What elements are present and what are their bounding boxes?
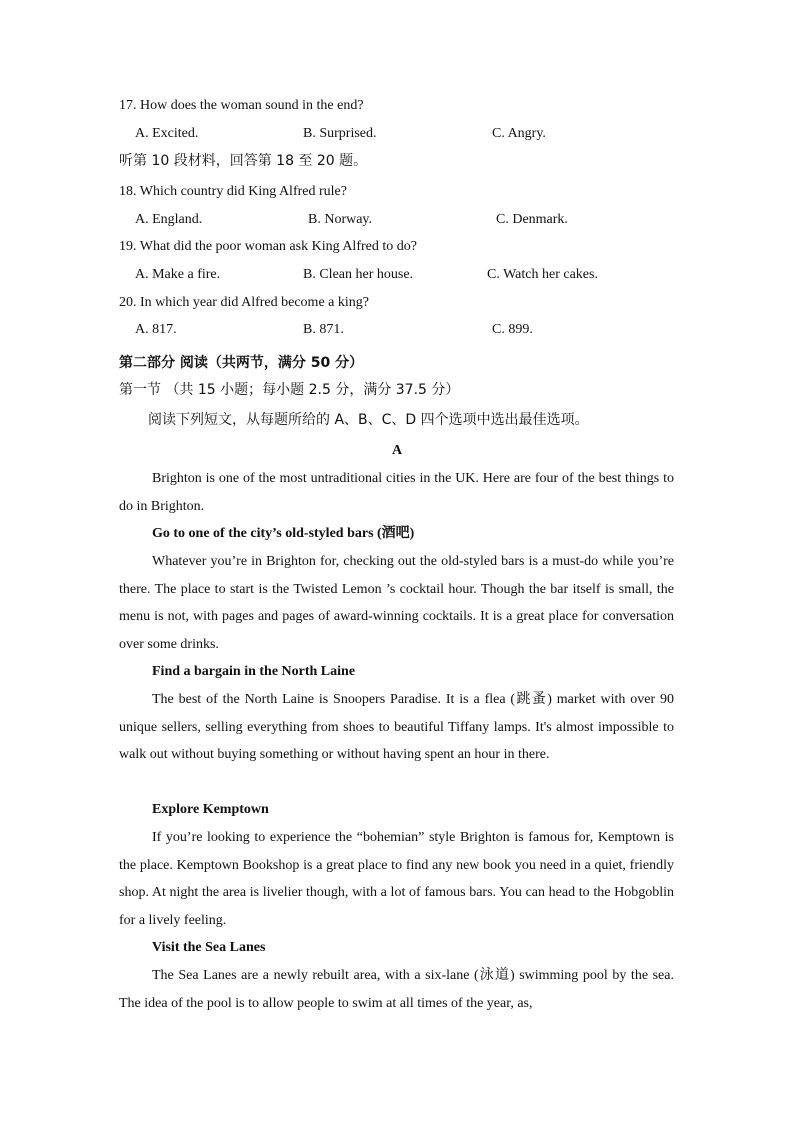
passage-heading-2: Find a bargain in the North Laine bbox=[152, 664, 356, 679]
passage-paragraph-1 bbox=[119, 548, 674, 658]
question-19-option-b: B. Clean her house. bbox=[303, 267, 414, 282]
question-20-option-c: C. 899. bbox=[492, 322, 533, 337]
passage-paragraph-4-text: The Sea Lanes are a newly rebuilt area, with a six-lane (泳道) swimming pool by the sea. The idea of the pool is to allow people to swim at all times of the year, as, bbox=[119, 968, 674, 1011]
question-20-option-a: A. 817. bbox=[135, 322, 177, 337]
question-20-stem: 20. In which year did Alfred become a king? bbox=[119, 295, 369, 310]
passage-paragraph-2-text: The best of the North Laine is Snoopers Paradise. It is a flea (跳蚤) market with over 90 unique sellers, selling everything from shoes to beautiful Tiffany lamps. It's almost impossible to walk out without buying something or without having spent an hour in there. bbox=[119, 692, 674, 763]
passage-paragraph-3-text: If you’re looking to experience the “bohemian” style Brighton is famous for, Kemptown is the place. Kemptown Bookshop is a great place to find any new book you need in a quiet, friendly shop. At night the area is livelier though, with a lot of famous bars. You can head to the Hobgoblin for a lively feeling. bbox=[119, 830, 674, 928]
question-17-stem: 17. How does the woman sound in the end? bbox=[119, 98, 364, 113]
question-17-option-b: B. Surprised. bbox=[303, 126, 377, 141]
question-20-option-b: B. 871. bbox=[303, 322, 344, 337]
passage-paragraph-4 bbox=[119, 962, 674, 1017]
passage-label: A bbox=[391, 443, 403, 458]
passage-paragraph-2 bbox=[119, 686, 674, 769]
reading-instruction: 阅读下列短文，从每题所给的 A、B、C、D 四个选项中选出最佳选项。 bbox=[148, 412, 589, 428]
question-18-option-c: C. Denmark. bbox=[496, 212, 568, 227]
passage-paragraph-1-text: Whatever you’re in Brighton for, checking out the old-styled bars is a must-do while you’re there. The place to start is the Twisted Lemon ’s cocktail hour. Though the bar itself is small, the menu is not, with pages and pages of award-winning cocktails. It is a great place for conversation over some drinks. bbox=[119, 554, 674, 652]
reading-part-title: 第二部分 阅读（共两节，满分 50 分） bbox=[119, 355, 364, 371]
question-18-option-b: B. Norway. bbox=[308, 212, 373, 227]
question-19-option-a: A. Make a fire. bbox=[135, 267, 221, 282]
passage-paragraph-3 bbox=[119, 824, 674, 934]
question-17-option-a: A. Excited. bbox=[135, 126, 199, 141]
question-19-option-c: C. Watch her cakes. bbox=[487, 267, 598, 282]
passage-intro bbox=[119, 465, 674, 520]
question-18-stem: 18. Which country did King Alfred rule? bbox=[119, 184, 347, 199]
reading-section-title: 第一节 （共 15 小题；每小题 2.5 分，满分 37.5 分） bbox=[119, 382, 460, 398]
passage-heading-4: Visit the Sea Lanes bbox=[152, 940, 266, 955]
question-17-option-c: C. Angry. bbox=[492, 126, 546, 141]
question-19-stem: 19. What did the poor woman ask King Alfred to do? bbox=[119, 239, 417, 254]
passage-heading-3: Explore Kemptown bbox=[152, 802, 269, 817]
passage-heading-1: Go to one of the city’s old-styled bars (酒吧) bbox=[152, 526, 415, 541]
passage-intro-text: Brighton is one of the most untraditional cities in the UK. Here are four of the best things to do in Brighton. bbox=[119, 471, 674, 514]
question-18-option-a: A. England. bbox=[135, 212, 203, 227]
listening-section-10-instruction: 听第 10 段材料，回答第 18 至 20 题。 bbox=[119, 153, 368, 169]
